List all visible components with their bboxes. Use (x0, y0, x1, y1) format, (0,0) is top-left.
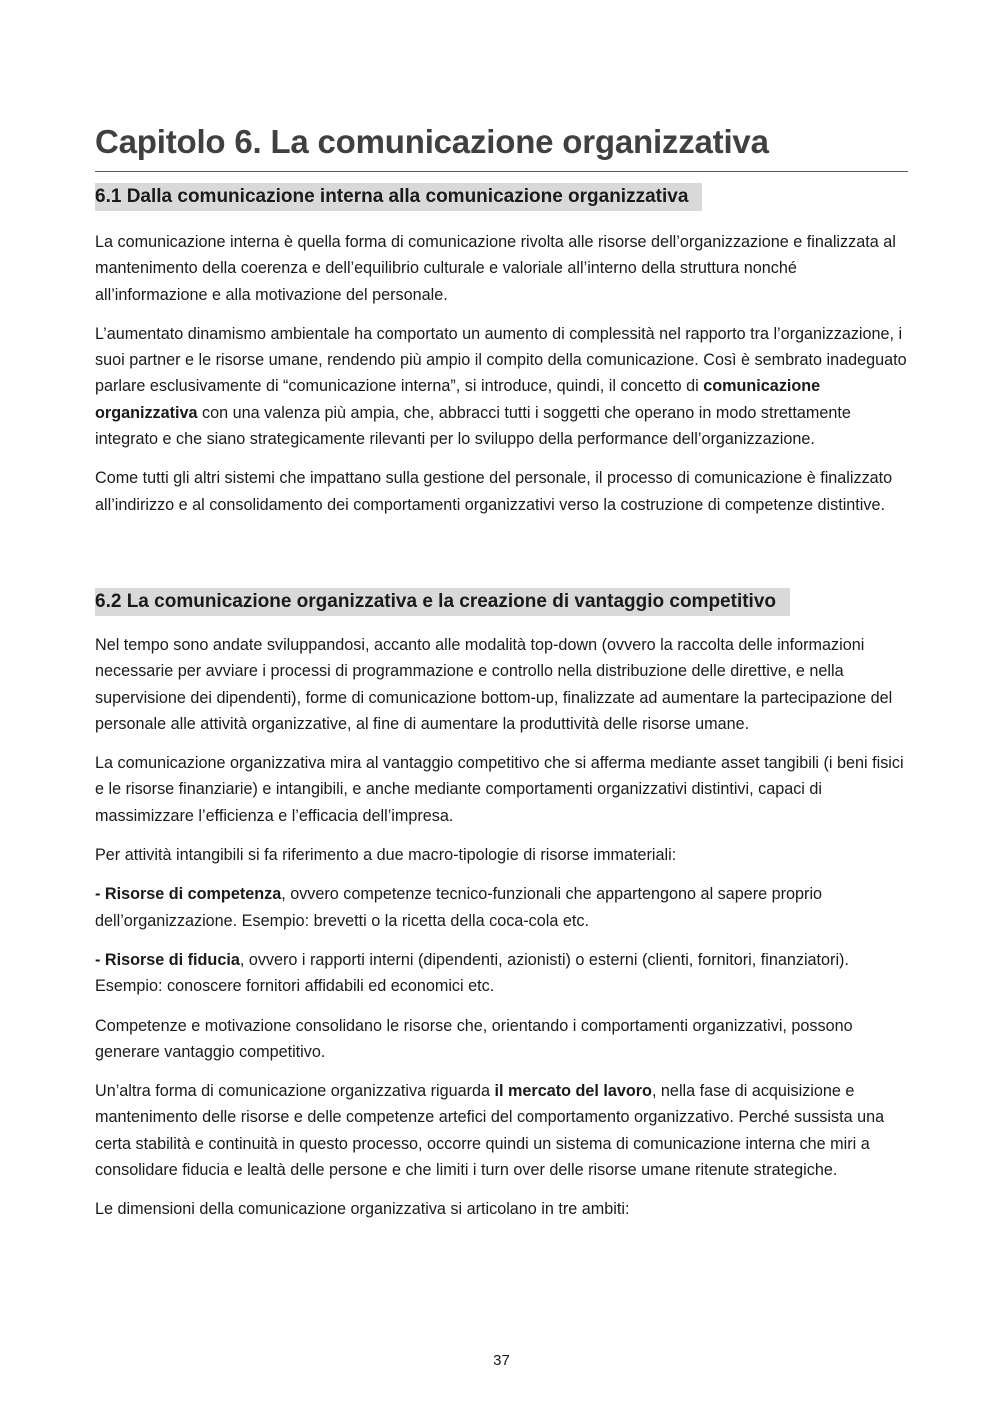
section-6-1-body (95, 229, 908, 518)
list-item-text: , ovvero i rapporti interni (dipendenti, azionisti) o esterni (clienti, fornitori, finanziatori). Esempio: conoscere fornitori affidabili ed economici etc. (95, 950, 849, 996)
bold-term: - Risorse di fiducia (95, 950, 240, 969)
paragraph-text: L’aumentato dinamismo ambientale ha comportato un aumento di complessità nel rapporto tra l’organizzazione, i suoi partner e le risorse umane, rendendo più ampio il compito della comunicazione. Così è sembrato inadeguato parlare esclusivamente di “comunicazione interna”, si introduce, quindi, il concetto di (95, 324, 907, 396)
paragraph: Le dimensioni della comunicazione organizzativa si articolano in tre ambiti: (95, 1200, 630, 1219)
bold-term: comunicazione organizzativa (95, 377, 821, 422)
bold-term: il mercato del lavoro (494, 1082, 652, 1101)
paragraph (95, 1078, 908, 1183)
bold-term: - Risorse di competenza (95, 885, 282, 904)
section-heading-6-2: 6.2 La comunicazione organizzativa e la creazione di vantaggio competitivo (95, 588, 790, 616)
list-item (95, 881, 908, 934)
paragraph: La comunicazione interna è quella forma di comunicazione rivolta alle risorse dell’organizzazione e finalizzata al mantenimento della coerenza e dell’equilibrio culturale e valoriale all’interno della struttura nonché all’informazione e alla motivazione del personale. (95, 233, 896, 304)
paragraph: Come tutti gli altri sistemi che impattano sulla gestione del personale, il processo di comunicazione è finalizzato all’indirizzo e al consolidamento dei comportamenti organizzativi verso la costruzione di competenze distintive. (95, 469, 893, 514)
paragraph-text: , nella fase di acquisizione e mantenimento delle risorse e delle competenze artefici del comportamento organizzativo. Perché sussista una certa stabilità e continuità in questo processo, occorre quindi un sistema di comunicazione interna che miri a consolidare fiducia e lealtà delle persone e che limiti i turn over delle risorse umane ritenute strategiche. (95, 1082, 885, 1180)
section-6-2-body (95, 632, 908, 1223)
chapter-title: Capitolo 6. La comunicazione organizzativa (95, 120, 908, 172)
section-heading-6-1: 6.1 Dalla comunicazione interna alla comunicazione organizzativa (95, 183, 702, 211)
paragraph-text: con una valenza più ampia, che, abbracci tutti i soggetti che operano in modo strettamente integrato e che siano strategicamente rilevanti per lo sviluppo della performance dell’organizzazione. (95, 403, 851, 449)
paragraph: Per attività intangibili si fa riferimento a due macro-tipologie di risorse immateriali: (95, 846, 677, 865)
paragraph-text: Un’altra forma di comunicazione organizzativa riguarda (95, 1082, 495, 1101)
list-item (95, 947, 908, 1000)
paragraph: La comunicazione organizzativa mira al vantaggio competitivo che si afferma mediante asset tangibili (i beni fisici e le risorse finanziarie) e intangibili, e anche mediante comportamenti organizzativi distintivi, capaci di massimizzare l’efficienza e l’efficacia dell’impresa. (95, 754, 904, 825)
paragraph: Competenze e motivazione consolidano le risorse che, orientando i comportamenti organizzativi, possono generare vantaggio competitivo. (95, 1016, 853, 1061)
page-number: 37 (493, 1352, 510, 1369)
list-item-text: , ovvero competenze tecnico-funzionali che appartengono al sapere proprio dell’organizzazione. Esempio: brevetti o la ricetta della coca-cola etc. (95, 885, 823, 930)
paragraph: Nel tempo sono andate sviluppandosi, accanto alle modalità top-down (ovvero la raccolta delle informazioni necessarie per avviare i processi di programmazione e controllo nella distribuzione delle direttive, e nella supervisione dei dipendenti), forme di comunicazione bottom-up, finalizzate ad aumentare la partecipazione del personale alle attività organizzative, al fine di aumentare la produttività delle risorse umane. (95, 636, 893, 733)
paragraph (95, 321, 908, 452)
